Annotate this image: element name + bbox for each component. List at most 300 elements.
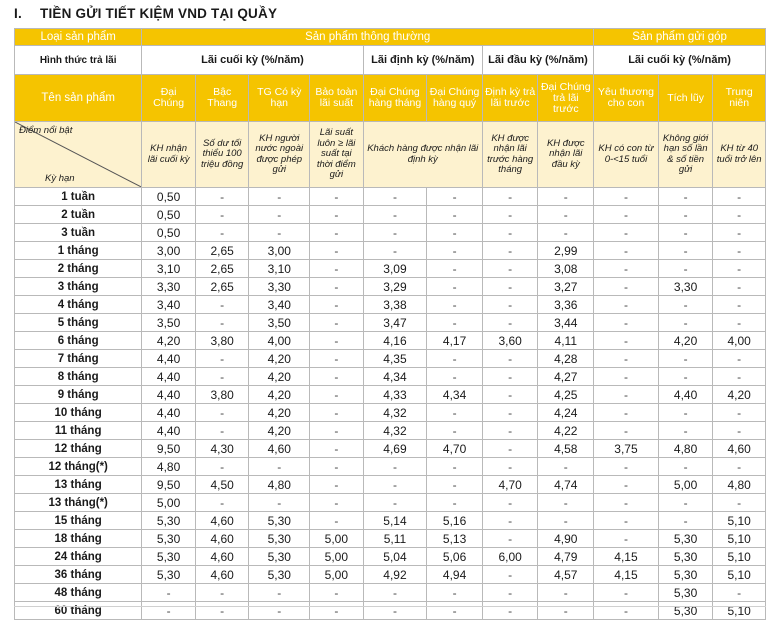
rate-cell: - [482, 404, 538, 422]
rate-cell: 3,60 [482, 332, 538, 350]
rate-cell: 5,30 [142, 566, 196, 584]
rate-cell: 5,04 [363, 548, 427, 566]
table-row [15, 242, 766, 260]
rate-cell: - [713, 350, 766, 368]
rate-cell: - [249, 188, 310, 206]
rate-cell: 4,33 [363, 386, 427, 404]
rate-cell: - [713, 422, 766, 440]
term-cell: 11 tháng [15, 422, 142, 440]
section-number: I. [14, 6, 22, 21]
rate-cell: 3,09 [363, 260, 427, 278]
rate-cell: - [713, 224, 766, 242]
rate-cell: - [310, 458, 364, 476]
rate-cell: - [658, 458, 713, 476]
rate-cell: - [310, 422, 364, 440]
rate-cell: 4,60 [195, 530, 249, 548]
rate-cell: - [363, 476, 427, 494]
table-row [15, 224, 766, 242]
rate-cell: - [249, 494, 310, 512]
table-row [15, 278, 766, 296]
term-cell: 18 tháng [15, 530, 142, 548]
rate-cell: - [249, 584, 310, 602]
rate-cell: 3,75 [594, 440, 659, 458]
rate-cell: 4,15 [594, 566, 659, 584]
rate-cell: - [427, 296, 483, 314]
rate-cell: - [713, 278, 766, 296]
rate-cell: - [594, 494, 659, 512]
rate-cell: - [482, 440, 538, 458]
rate-cell: - [538, 206, 594, 224]
table-row [15, 332, 766, 350]
rate-cell: 5,30 [142, 512, 196, 530]
rate-cell: - [195, 404, 249, 422]
term-cell: 3 tuần [15, 224, 142, 242]
rate-cell: 4,20 [249, 368, 310, 386]
page-footer-divider [14, 606, 766, 621]
rate-cell: - [538, 584, 594, 602]
table-row [15, 548, 766, 566]
rate-cell: - [310, 332, 364, 350]
rate-cell: - [713, 314, 766, 332]
rate-cell: - [195, 206, 249, 224]
rate-cell: 9,50 [142, 476, 196, 494]
rate-cell: - [594, 278, 659, 296]
rate-cell: - [482, 278, 538, 296]
periodic-interest-header: Lãi định kỳ (%/năm) [363, 46, 482, 75]
rate-cell: 5,14 [363, 512, 427, 530]
rate-cell: - [594, 242, 659, 260]
rate-cell: - [427, 314, 483, 332]
table-row [15, 530, 766, 548]
rate-cell: - [658, 206, 713, 224]
rate-cell: 5,30 [658, 602, 713, 620]
rate-cell: - [427, 476, 483, 494]
rate-cell: 4,17 [427, 332, 483, 350]
rate-cell: - [427, 584, 483, 602]
rate-cell: - [310, 602, 364, 620]
rate-cell: 2,99 [538, 242, 594, 260]
rate-cell: - [538, 188, 594, 206]
rate-cell: 4,35 [363, 350, 427, 368]
rate-cell: 4,50 [195, 476, 249, 494]
rate-cell: 0,50 [142, 206, 196, 224]
rate-cell: 4,40 [142, 404, 196, 422]
rate-cell: - [310, 296, 364, 314]
product-name-label: Tên sản phẩm [15, 75, 142, 122]
rate-cell: 3,36 [538, 296, 594, 314]
rate-cell: - [310, 260, 364, 278]
rate-cell: - [658, 404, 713, 422]
feature-term-corner [15, 122, 142, 188]
term-cell: 13 tháng [15, 476, 142, 494]
rate-cell: - [482, 512, 538, 530]
rate-cell: - [482, 602, 538, 620]
rate-cell: 4,80 [249, 476, 310, 494]
rate-cell: - [594, 404, 659, 422]
rate-cell: - [713, 296, 766, 314]
rate-cell: 5,11 [363, 530, 427, 548]
rate-cell: - [594, 476, 659, 494]
table-row [15, 314, 766, 332]
rate-cell: - [482, 494, 538, 512]
term-cell: 7 tháng [15, 350, 142, 368]
rate-cell: - [594, 584, 659, 602]
payment-method-label: Hình thức trả lãi [15, 46, 142, 75]
rate-cell: - [482, 458, 538, 476]
rate-cell: - [713, 188, 766, 206]
rate-cell: - [195, 350, 249, 368]
rate-cell: - [658, 368, 713, 386]
term-cell: 12 tháng [15, 440, 142, 458]
rate-cell: 3,40 [249, 296, 310, 314]
rate-cell: - [310, 440, 364, 458]
term-cell: 1 tháng [15, 242, 142, 260]
rate-cell: - [482, 224, 538, 242]
rate-cell: - [195, 188, 249, 206]
rate-cell: 5,30 [658, 530, 713, 548]
rate-cell: 4,20 [249, 350, 310, 368]
rate-cell: 3,50 [249, 314, 310, 332]
rate-cell: 4,32 [363, 404, 427, 422]
term-cell: 36 tháng [15, 566, 142, 584]
rate-cell: 4,27 [538, 368, 594, 386]
rate-cell: - [482, 368, 538, 386]
rate-cell: - [310, 584, 364, 602]
rate-cell: 4,25 [538, 386, 594, 404]
product-name-5: Đại Chúng hàng quý [427, 75, 483, 122]
rate-cell: - [658, 350, 713, 368]
rate-cell: 4,22 [538, 422, 594, 440]
rate-cell: 4,70 [482, 476, 538, 494]
rate-cell: - [427, 188, 483, 206]
rate-cell: - [713, 404, 766, 422]
rate-cell: - [195, 458, 249, 476]
rate-cell: - [195, 602, 249, 620]
rate-cell: - [363, 206, 427, 224]
product-feature-6: KH được nhận lãi trước hàng tháng [482, 122, 538, 188]
rate-cell: - [427, 422, 483, 440]
feature-label: Điểm nổi bật [19, 125, 73, 136]
rate-cell: - [310, 206, 364, 224]
rate-cell: - [538, 512, 594, 530]
rate-cell: - [538, 494, 594, 512]
rate-cell: 4,60 [249, 440, 310, 458]
rate-cell: 5,30 [658, 548, 713, 566]
product-feature-10: KH từ 40 tuổi trở lên [713, 122, 766, 188]
rate-cell: - [538, 458, 594, 476]
rate-cell: 4,60 [195, 548, 249, 566]
rate-cell: - [249, 458, 310, 476]
rate-cell: 3,50 [142, 314, 196, 332]
rate-cell: 4,28 [538, 350, 594, 368]
term-cell: 8 tháng [15, 368, 142, 386]
rate-cell: - [658, 224, 713, 242]
rate-cell: 5,30 [658, 566, 713, 584]
rate-cell: 4,80 [658, 440, 713, 458]
product-feature-1: Số dư tối thiểu 100 triệu đồng [195, 122, 249, 188]
product-name-3: Bảo toàn lãi suất [310, 75, 364, 122]
rate-cell: - [310, 476, 364, 494]
rate-cell: 6,00 [482, 548, 538, 566]
product-name-6: Định kỳ trả lãi trước [482, 75, 538, 122]
rate-cell: 4,20 [249, 386, 310, 404]
rate-cell: - [427, 602, 483, 620]
rate-cell: 5,10 [713, 548, 766, 566]
rate-cell: 4,40 [142, 422, 196, 440]
rate-cell: - [195, 584, 249, 602]
rate-cell: - [427, 260, 483, 278]
table-row [15, 260, 766, 278]
rate-cell: 3,30 [658, 278, 713, 296]
rate-cell: - [310, 188, 364, 206]
regular-products-header: Sản phẩm thông thường [142, 29, 594, 46]
term-cell: 3 tháng [15, 278, 142, 296]
rate-cell: - [482, 350, 538, 368]
rate-cell: 5,00 [142, 494, 196, 512]
rate-cell: 3,27 [538, 278, 594, 296]
product-type-label: Loại sản phẩm [15, 29, 142, 46]
rate-cell: 4,58 [538, 440, 594, 458]
rate-cell: - [363, 188, 427, 206]
table-row [15, 188, 766, 206]
rate-cell: - [249, 602, 310, 620]
rate-cell: - [594, 350, 659, 368]
end-of-term-header-2: Lãi cuối kỳ (%/năm) [594, 46, 766, 75]
rate-cell: - [482, 422, 538, 440]
rate-cell: 3,38 [363, 296, 427, 314]
rate-cell: - [658, 422, 713, 440]
table-row [15, 350, 766, 368]
rate-cell: - [594, 422, 659, 440]
rate-cell: 5,10 [713, 512, 766, 530]
rate-cell: 3,10 [249, 260, 310, 278]
rate-cell: 4,20 [249, 422, 310, 440]
rate-cell: 3,40 [142, 296, 196, 314]
rate-cell: 4,40 [142, 350, 196, 368]
term-cell: 9 tháng [15, 386, 142, 404]
rate-cell: 4,40 [142, 386, 196, 404]
rate-cell: - [594, 332, 659, 350]
rate-cell: 4,00 [249, 332, 310, 350]
term-cell: 6 tháng [15, 332, 142, 350]
contribution-products-header: Sản phẩm gửi góp [594, 29, 766, 46]
rate-cell: 4,57 [538, 566, 594, 584]
rate-cell: - [427, 350, 483, 368]
rate-cell: 5,30 [249, 530, 310, 548]
rate-cell: 5,00 [658, 476, 713, 494]
section-heading: TIỀN GỬI TIẾT KIỆM VND TẠI QUẦY [40, 6, 278, 21]
rate-cell: - [658, 188, 713, 206]
rate-cell: 3,29 [363, 278, 427, 296]
rate-cell: 3,30 [249, 278, 310, 296]
rate-cell: - [482, 260, 538, 278]
rate-cell: 5,16 [427, 512, 483, 530]
rate-cell: - [249, 206, 310, 224]
rate-cell: 4,69 [363, 440, 427, 458]
rate-cell: 4,40 [142, 368, 196, 386]
rate-cell: 5,30 [249, 512, 310, 530]
rate-cell: - [658, 242, 713, 260]
rate-cell: - [713, 242, 766, 260]
rate-cell: - [195, 368, 249, 386]
rate-cell: 4,60 [195, 566, 249, 584]
term-cell: 1 tuần [15, 188, 142, 206]
rate-cell: - [427, 224, 483, 242]
rate-cell: 5,30 [142, 530, 196, 548]
table-row [15, 584, 766, 602]
rate-cell: - [310, 242, 364, 260]
rate-cell: - [713, 458, 766, 476]
rate-cell: - [249, 224, 310, 242]
rate-cell: 4,30 [195, 440, 249, 458]
rate-cell: 5,30 [658, 584, 713, 602]
end-of-term-header: Lãi cuối kỳ (%/năm) [142, 46, 363, 75]
rate-cell: - [427, 368, 483, 386]
rate-cell: - [310, 350, 364, 368]
table-row [15, 440, 766, 458]
rate-cell: - [658, 260, 713, 278]
table-row [15, 386, 766, 404]
rate-cell: 0,50 [142, 188, 196, 206]
rate-cell: - [482, 296, 538, 314]
rate-cell: - [482, 584, 538, 602]
rate-cell: 4,32 [363, 422, 427, 440]
rate-cell: 4,79 [538, 548, 594, 566]
rate-cell: - [195, 494, 249, 512]
rate-cell: - [594, 368, 659, 386]
rate-cell: - [482, 314, 538, 332]
term-label: Kỳ hạn [45, 173, 75, 184]
rate-cell: - [427, 458, 483, 476]
rate-cell: 3,80 [195, 386, 249, 404]
rate-cell: - [594, 386, 659, 404]
rate-cell: 5,13 [427, 530, 483, 548]
rate-cell: - [195, 314, 249, 332]
rate-cell: 4,92 [363, 566, 427, 584]
rate-cell: 3,80 [195, 332, 249, 350]
rate-cell: - [310, 494, 364, 512]
rate-cell: 5,00 [310, 548, 364, 566]
product-feature-8: KH có con từ 0-<15 tuổi [594, 122, 659, 188]
rate-cell: 3,47 [363, 314, 427, 332]
rate-cell: 4,80 [713, 476, 766, 494]
rate-cell: 4,11 [538, 332, 594, 350]
rate-cell: - [482, 206, 538, 224]
rate-cell: - [427, 494, 483, 512]
rate-cell: - [310, 314, 364, 332]
rate-cell: 5,30 [249, 548, 310, 566]
rate-cell: 4,20 [713, 386, 766, 404]
product-name-8: Yêu thương cho con [594, 75, 659, 122]
rate-cell: - [195, 296, 249, 314]
rate-cell: - [310, 512, 364, 530]
term-cell: 60 tháng [15, 602, 142, 620]
rate-cell: 5,00 [310, 530, 364, 548]
rate-cell: - [538, 602, 594, 620]
rate-cell: 4,24 [538, 404, 594, 422]
rate-cell: 5,30 [142, 548, 196, 566]
rate-cell: - [363, 458, 427, 476]
term-cell: 15 tháng [15, 512, 142, 530]
rate-cell: - [538, 224, 594, 242]
rate-cell: - [310, 224, 364, 242]
rate-cell: 4,20 [142, 332, 196, 350]
term-cell: 2 tuần [15, 206, 142, 224]
rate-cell: 5,30 [249, 566, 310, 584]
rate-cell: - [594, 296, 659, 314]
rate-cell: 4,16 [363, 332, 427, 350]
table-row [15, 296, 766, 314]
interest-rate-table [14, 28, 766, 620]
rate-cell: 4,60 [713, 440, 766, 458]
rate-cell: 4,74 [538, 476, 594, 494]
rate-cell: 3,10 [142, 260, 196, 278]
product-name-4: Đại Chúng hàng tháng [363, 75, 427, 122]
rate-cell: - [482, 566, 538, 584]
rate-cell: 4,40 [658, 386, 713, 404]
table-row [15, 566, 766, 584]
rate-cell: - [310, 368, 364, 386]
rate-cell: - [594, 530, 659, 548]
rate-cell: - [482, 386, 538, 404]
table-row [15, 368, 766, 386]
rate-cell: - [713, 368, 766, 386]
table-row [15, 206, 766, 224]
product-feature-0: KH nhận lãi cuối kỳ [142, 122, 196, 188]
table-row [15, 404, 766, 422]
table-row [15, 422, 766, 440]
rate-cell: 4,70 [427, 440, 483, 458]
product-name-0: Đại Chúng [142, 75, 196, 122]
rate-cell: - [594, 602, 659, 620]
product-name-2: TG Có kỳ hạn [249, 75, 310, 122]
section-title [14, 6, 277, 21]
product-feature-7: KH được nhận lãi đầu kỳ [538, 122, 594, 188]
rate-cell: - [195, 224, 249, 242]
rate-cell: - [427, 242, 483, 260]
rate-cell: - [310, 386, 364, 404]
product-name-1: Bậc Thang [195, 75, 249, 122]
product-feature-2: KH người nước ngoài được phép gửi [249, 122, 310, 188]
product-name-9: Tích lũy [658, 75, 713, 122]
table-row [15, 458, 766, 476]
rate-cell: - [363, 224, 427, 242]
term-cell: 5 tháng [15, 314, 142, 332]
rate-cell: 4,60 [195, 512, 249, 530]
rate-cell: 4,00 [713, 332, 766, 350]
rate-cell: 0,50 [142, 224, 196, 242]
rate-cell: 4,20 [658, 332, 713, 350]
rate-cell: 4,34 [363, 368, 427, 386]
product-feature-4: Khách hàng được nhận lãi định kỳ [363, 122, 482, 188]
rate-cell: 4,20 [249, 404, 310, 422]
term-cell: 24 tháng [15, 548, 142, 566]
upfront-interest-header: Lãi đầu kỳ (%/năm) [482, 46, 593, 75]
rate-cell: 4,94 [427, 566, 483, 584]
rate-cell: - [658, 296, 713, 314]
rate-cell: - [427, 278, 483, 296]
rate-cell: - [363, 494, 427, 512]
rate-cell: 3,00 [142, 242, 196, 260]
rate-cell: 2,65 [195, 242, 249, 260]
rate-cell: 5,10 [713, 602, 766, 620]
rate-cell: - [594, 206, 659, 224]
rate-cell: - [195, 422, 249, 440]
rate-cell: - [713, 584, 766, 602]
rate-cell: 5,10 [713, 530, 766, 548]
rate-cell: 5,00 [310, 566, 364, 584]
product-feature-9: Không giới hạn số lần & số tiền gửi [658, 122, 713, 188]
